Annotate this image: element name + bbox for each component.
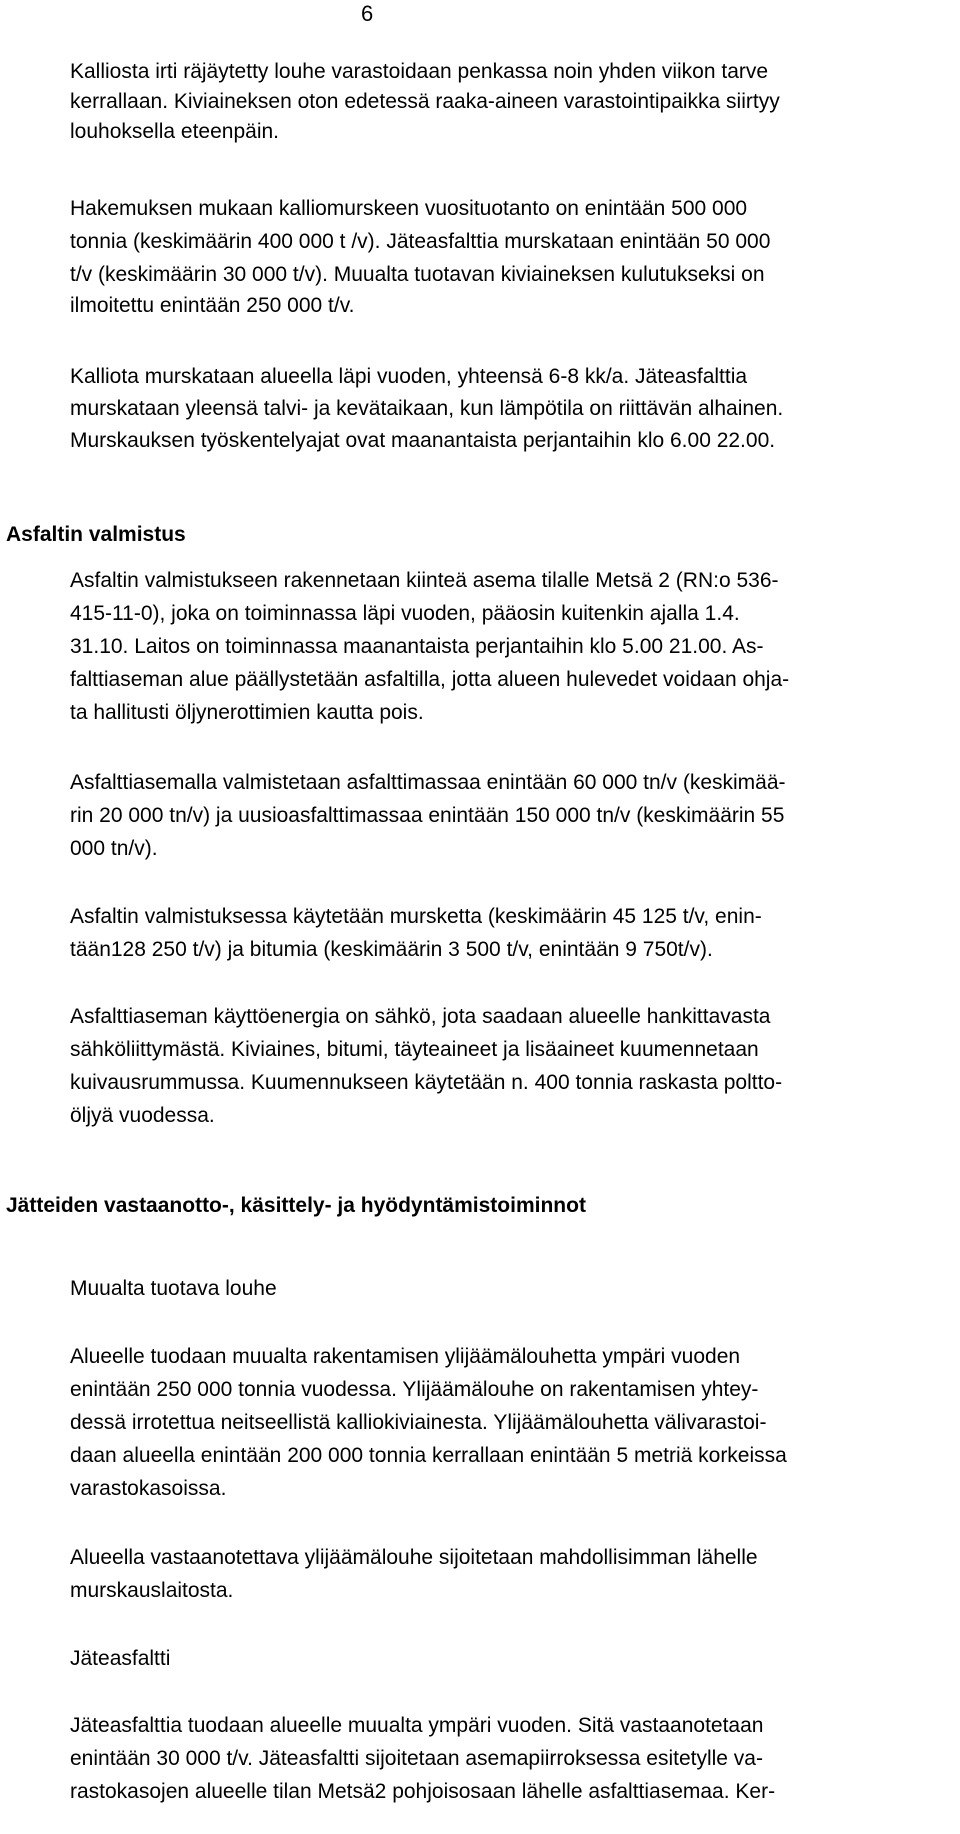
text-line: tonnia (keskimäärin 400 000 t /v). Jäteasfalttia murskataan enintään 50 000 [70,230,771,253]
text-line: Kalliota murskataan alueella läpi vuoden, yhteensä 6-8 kk/a. Jäteasfalttia [70,365,748,388]
text-line: Asfaltin valmistuksessa käytetään mursketta (keskimäärin 45 125 t/v, enin- [70,905,762,928]
text-line: murskataan yleensä talvi- ja kevätaikaan, kun lämpötila on riittävän alhainen. [70,397,784,420]
text-line: murskauslaitosta. [70,1579,234,1602]
page-number: 6 [361,1,374,26]
text-line: 31.10. Laitos on toiminnassa maanantaista perjantaihin klo 5.00 21.00. As- [70,635,764,658]
text-line: dessä irrotettua neitseellistä kalliokiviainesta. Ylijäämälouhetta välivarastoi- [70,1411,767,1434]
section-heading: Jätteiden vastaanotto-, käsittely- ja hyödyntämistoiminnot [6,1194,586,1217]
text-line: öljyä vuodessa. [70,1104,215,1127]
text-line: Asfaltin valmistukseen rakennetaan kiinteä asema tilalle Metsä 2 (RN:o 536- [70,569,779,592]
text-line: Kalliosta irti räjäytetty louhe varastoidaan penkassa noin yhden viikon tarve [70,60,769,83]
subheading: Muualta tuotava louhe [70,1277,277,1300]
text-line: enintään 250 000 tonnia vuodessa. Ylijäämälouhe on rakentamisen yhtey- [70,1378,759,1401]
text-line: rin 20 000 tn/v) ja uusioasfalttimassaa enintään 150 000 tn/v (keskimäärin 55 [70,804,785,827]
text-line: 415-11-0), joka on toiminnassa läpi vuoden, pääosin kuitenkin ajalla 1.4. [70,602,740,625]
text-line: t/v (keskimäärin 30 000 t/v). Muualta tuotavan kiviaineksen kulutukseksi on [70,263,765,286]
text-line: Jäteasfalttia tuodaan alueelle muualta ympäri vuoden. Sitä vastaanotetaan [70,1714,764,1737]
text-line: Alueelle tuodaan muualta rakentamisen ylijäämälouhetta ympäri vuoden [70,1345,741,1368]
text-line: Hakemuksen mukaan kalliomurskeen vuosituotanto on enintään 500 000 [70,197,748,220]
section-heading: Asfaltin valmistus [6,523,186,546]
text-line: daan alueella enintään 200 000 tonnia kerrallaan enintään 5 metriä korkeissa [70,1444,787,1467]
text-line: ilmoitettu enintään 250 000 t/v. [70,294,355,317]
text-line: rastokasojen alueelle tilan Metsä2 pohjoisosaan lähelle asfalttiasemaa. Ker- [70,1780,776,1803]
text-line: 000 tn/v). [70,837,158,860]
subheading: Jäteasfaltti [70,1647,171,1670]
text-line: Alueella vastaanotettava ylijäämälouhe sijoitetaan mahdollisimman lähelle [70,1546,758,1569]
text-line: enintään 30 000 t/v. Jäteasfaltti sijoitetaan asemapiirroksessa esitetylle va- [70,1747,763,1770]
text-line: kerrallaan. Kiviaineksen oton edetessä raaka-aineen varastointipaikka siirtyy [70,90,780,113]
text-line: Asfalttiasemalla valmistetaan asfalttimassaa enintään 60 000 tn/v (keskimää- [70,771,786,794]
text-line: varastokasoissa. [70,1477,227,1500]
text-line: Murskauksen työskentelyajat ovat maanantaista perjantaihin klo 6.00 22.00. [70,429,776,452]
text-line: kuivausrummussa. Kuumennukseen käytetään n. 400 tonnia raskasta poltto- [70,1071,783,1094]
text-line: ta hallitusti öljynerottimien kautta pois. [70,701,424,724]
text-line: louhoksella eteenpäin. [70,120,279,143]
text-line: tään128 250 t/v) ja bitumia (keskimäärin 3 500 t/v, enintään 9 750t/v). [70,938,713,961]
text-line: sähköliittymästä. Kiviaines, bitumi, täyteaineet ja lisäaineet kuumennetaan [70,1038,759,1061]
text-line: Asfalttiaseman käyttöenergia on sähkö, jota saadaan alueelle hankittavasta [70,1005,771,1028]
text-line: falttiaseman alue päällystetään asfaltilla, jotta alueen hulevedet voidaan ohja- [70,668,790,691]
